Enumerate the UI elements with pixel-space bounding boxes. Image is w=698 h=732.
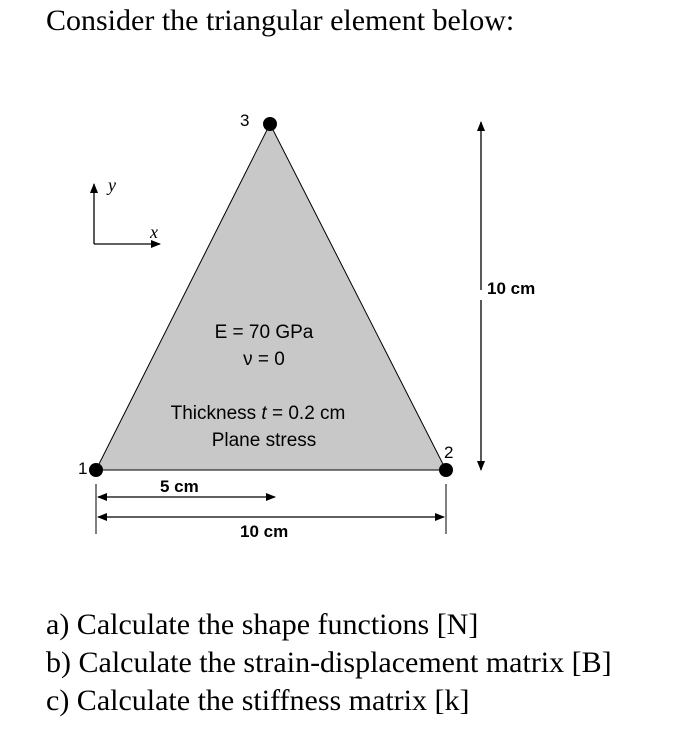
modulus-text: E = 70 GPa (214, 322, 314, 343)
node-3 (263, 117, 277, 131)
question-a: a) Calculate the shape functions [N] (46, 608, 479, 641)
full-base-label: 10 cm (240, 522, 289, 541)
question-c: c) Calculate the stiffness matrix [k] (46, 684, 470, 717)
thickness-text: Thickness t = 0.2 cm (170, 403, 346, 424)
node-1-label: 1 (78, 459, 88, 478)
base-dimensions (96, 477, 446, 541)
plane-stress-text: Plane stress (211, 430, 317, 451)
page-heading: Consider the triangular element below: (46, 4, 515, 37)
x-axis-label: x (150, 222, 158, 242)
y-axis-label: y (108, 175, 116, 195)
node-3-label: 3 (240, 111, 250, 130)
node-2-label: 2 (444, 443, 454, 462)
question-b: b) Calculate the strain-displacement matrix [B] (46, 646, 612, 679)
poisson-text: ν = 0 (243, 349, 285, 370)
node-1 (89, 463, 103, 477)
half-base-label: 5 cm (160, 477, 199, 496)
height-label: 10 cm (487, 279, 536, 298)
axes-glyph (94, 175, 160, 244)
height-dimension (481, 122, 535, 470)
node-2 (439, 463, 453, 477)
